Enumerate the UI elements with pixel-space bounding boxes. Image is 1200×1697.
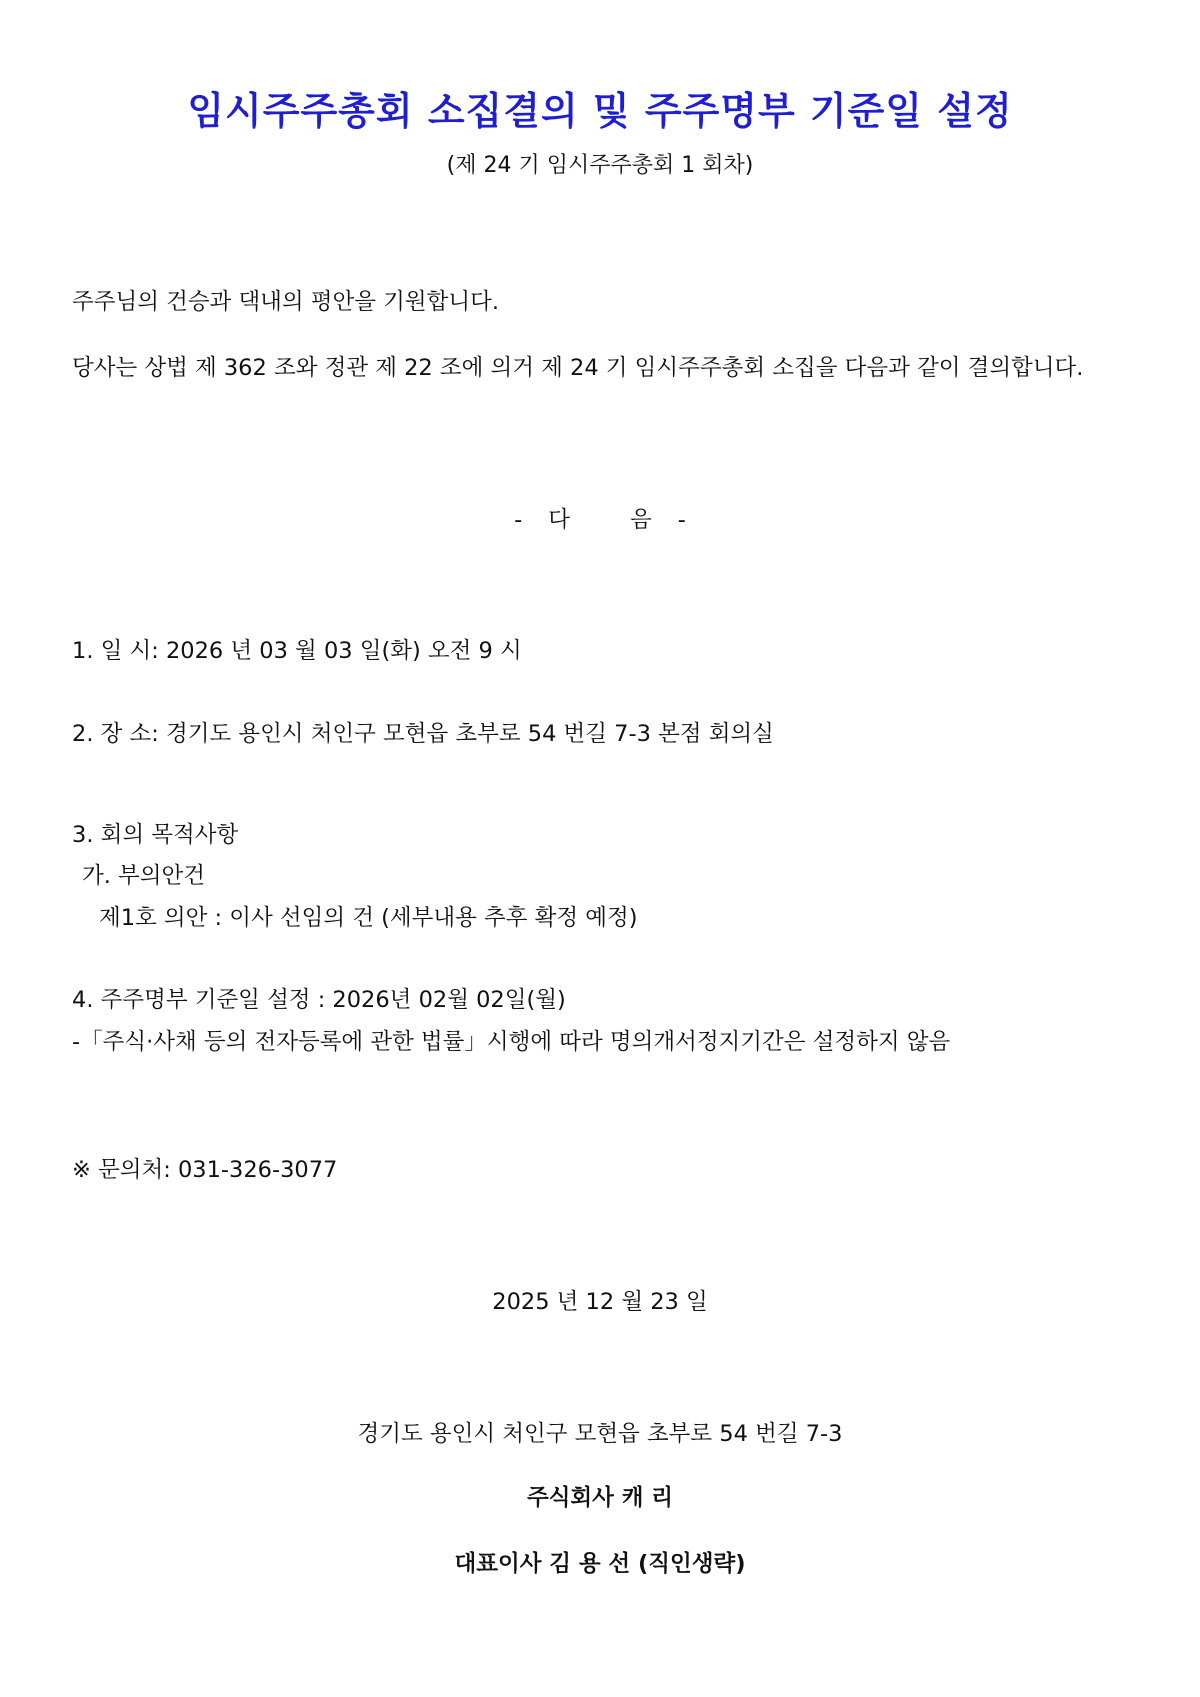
item-record-note: -「주식·사채 등의 전자등록에 관한 법률」시행에 따라 명의개서정지기간은 설정하지 않음 (72, 1029, 951, 1055)
item-agenda-detail: 제1호 의안 : 이사 선임의 건 (세부내용 추후 확정 예정) (99, 905, 638, 931)
item-agenda-heading: 3. 회의 목적사항 (72, 822, 239, 848)
item-location: 2. 장 소: 경기도 용인시 처인구 모현읍 초부로 54 번길 7-3 본점 회의실 (72, 721, 774, 747)
document-subtitle: (제 24 기 임시주주총회 1 회차) (446, 153, 754, 178)
greeting-text: 주주님의 건승과 댁내의 평안을 기원합니다. (72, 289, 499, 315)
item-agenda-sub: 가. 부의안건 (82, 863, 205, 889)
divider-dash-left: - (514, 507, 523, 533)
representative-name: 대표이사 김 용 선 (직인생략) (454, 1551, 746, 1577)
company-name: 주식회사 캐 리 (526, 1485, 674, 1511)
contact-info: ※ 문의처: 031-326-3077 (72, 1157, 338, 1183)
item-record-date: 4. 주주명부 기준일 설정 : 2026년 02월 02일(월) (72, 987, 566, 1013)
document-title: 임시주주총회 소집결의 및 주주명부 기준일 설정 (187, 89, 1013, 133)
intro-paragraph: 당사는 상법 제 362 조와 정관 제 22 조에 의거 제 24 기 임시주주총회 소집을 다음과 같이 결의합니다. (72, 355, 1084, 381)
section-divider (0, 502, 1200, 534)
divider-word-1: 다 (548, 507, 570, 533)
issue-date: 2025 년 12 월 23 일 (492, 1289, 708, 1315)
item-datetime: 1. 일 시: 2026 년 03 월 03 일(화) 오전 9 시 (72, 638, 522, 664)
divider-word-2: 음 (630, 507, 652, 533)
divider-dash-right: - (677, 507, 686, 533)
company-address: 경기도 용인시 처인구 모현읍 초부로 54 번길 7-3 (357, 1421, 843, 1447)
